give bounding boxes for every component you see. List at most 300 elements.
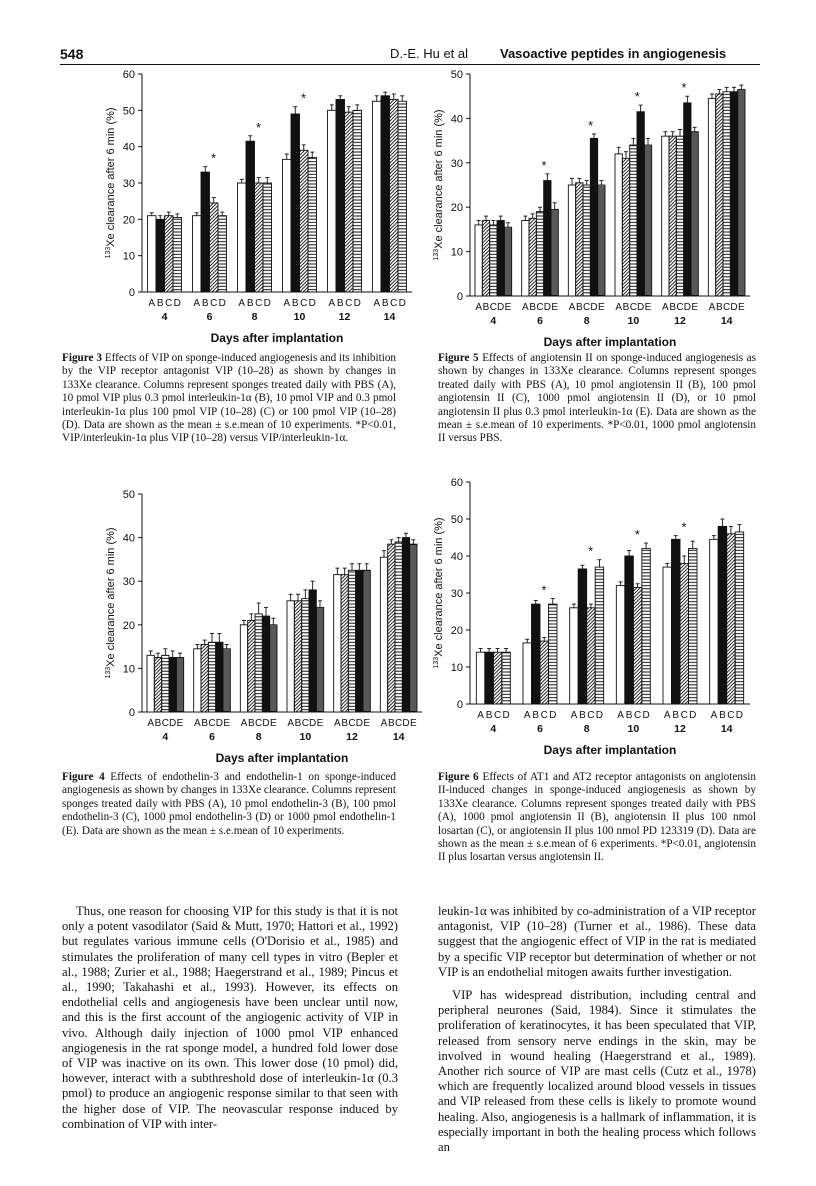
- series-letter-label: A: [661, 302, 669, 313]
- y-tick-label: 0: [128, 707, 135, 719]
- group-label-day-4: 4: [490, 723, 497, 735]
- bar-10-A: [615, 154, 622, 296]
- significance-star: *: [541, 157, 547, 173]
- figure-6-label: Figure 6: [438, 771, 479, 783]
- y-tick-label: 50: [122, 489, 135, 501]
- group-label-day-8: 8: [583, 315, 590, 327]
- bar-4-C: [165, 216, 174, 292]
- bar-10-E: [644, 145, 651, 296]
- group-label-day-8: 8: [255, 731, 262, 743]
- series-letter-label: A: [568, 302, 576, 313]
- x-axis-label: Days after implantation: [210, 331, 344, 345]
- group-label-day-14: 14: [720, 315, 733, 327]
- figure-6: [434, 472, 764, 772]
- y-tick-label: 0: [456, 291, 463, 303]
- series-letter-label: C: [208, 718, 216, 729]
- series-letter-label: A: [240, 718, 248, 729]
- series-letter-label: C: [587, 710, 595, 721]
- series-letter-label: D: [497, 302, 505, 313]
- series-letter-label: B: [341, 718, 349, 729]
- series-letter-label: D: [398, 298, 406, 309]
- figure-5-chart: [434, 64, 764, 354]
- bar-10-B: [622, 158, 629, 296]
- series-letter-label: C: [390, 298, 398, 309]
- bar-14-B: [718, 526, 727, 704]
- series-letter-label: D: [735, 710, 744, 721]
- body-left-column: [62, 904, 398, 1132]
- series-letter-label: E: [176, 718, 184, 729]
- bar-8-D: [263, 183, 272, 292]
- y-tick-label: 10: [450, 246, 463, 259]
- series-letter-label: E: [363, 718, 371, 729]
- x-axis-label: Days after implantation: [215, 751, 349, 765]
- bar-4-C: [493, 652, 501, 704]
- bar-8-A: [240, 625, 247, 712]
- series-letter-label: D: [353, 298, 361, 309]
- bar-14-A: [373, 101, 382, 292]
- bar-4-E: [176, 658, 183, 713]
- series-letter-label: A: [333, 718, 341, 729]
- figure-4-label: Figure 4: [62, 771, 105, 783]
- series-letter-label: B: [669, 302, 677, 313]
- bar-6-B: [532, 604, 541, 704]
- bar-14-B: [388, 544, 395, 712]
- y-tick-label: 10: [122, 663, 135, 676]
- bar-4-C: [162, 655, 169, 712]
- bar-8-E: [598, 185, 605, 296]
- bar-12-C: [348, 570, 355, 712]
- bar-14-D: [398, 101, 407, 292]
- bar-4-A: [476, 652, 485, 704]
- bar-4-B: [482, 221, 489, 296]
- bar-14-C: [395, 542, 402, 712]
- bar-12-A: [662, 136, 669, 296]
- figure-4-caption-text: Effects of endothelin-3 and endothelin-1 on sponge-induced angiogenesis as shown by changes in 133Xe clearance. Columns represent sponges treated daily with PBS (A), 10 pmol endothelin-3 (B), 100 pmol endothelin-3 (C), 1000 pmol endothelin-3 (D) or 1000 pmol endothelin-1 (E). Data are shown as the mean ± s.e.mean of 10 experiments.: [62, 771, 396, 837]
- bar-10-C: [633, 587, 642, 704]
- bar-14-B: [381, 96, 390, 292]
- figure-4: [62, 484, 432, 774]
- series-letter-label: E: [504, 302, 512, 313]
- bar-10-C: [300, 150, 309, 292]
- figure-3-caption: [62, 352, 396, 446]
- series-letter-label: C: [395, 718, 403, 729]
- significance-star: *: [681, 519, 687, 535]
- group-label-day-4: 4: [162, 731, 169, 743]
- series-letter-label: C: [727, 710, 735, 721]
- bar-10-C: [302, 599, 309, 712]
- series-letter-label: A: [663, 710, 671, 721]
- bar-14-A: [380, 557, 387, 712]
- bar-12-B: [669, 136, 676, 296]
- bar-8-C: [587, 608, 596, 704]
- series-letter-label: A: [328, 298, 336, 309]
- series-letter-label: C: [165, 298, 173, 309]
- bar-6-D: [218, 216, 227, 292]
- body-paragraph-1: Thus, one reason for choosing VIP for this study is that it is not only a potent vasodilator (Said & Mutt, 1970; Hattori et al., 1992) but regulates various immune cells (O'Dorisio et al., 1985) and stimulates the proliferation of many cell types in vitro (Bepler et al., 1988; Zurier et al., 1988; Haegerstrand et al., 1989; Pincus et al., 1990; Takahashi et al., 1993). However, its effects on endothelial cells and angiogenesis have been unclear until now, and this is the first account of the angiogenic activity of VIP in vivo. Although daily injection of 1000 pmol VIP enhanced angiogenesis in the rat sponge model, a hundred fold lower dose of VIP was inactive on its own. This lower dose (10 pmol) did, however, interact with a subthreshold dose of interleukin-1α (0.3 pmol) to produce an angiogenic response similar to that seen with the higher dose of VIP. The neovascular response induced by combination of VIP with inter-: [62, 904, 398, 1131]
- series-letter-label: A: [523, 710, 531, 721]
- series-letter-label: A: [708, 302, 716, 313]
- series-letter-label: C: [300, 298, 308, 309]
- group-label-day-6: 6: [537, 723, 543, 735]
- y-tick-label: 30: [450, 588, 463, 600]
- bar-4-B: [485, 652, 494, 704]
- bar-4-D: [502, 652, 511, 704]
- bar-10-D: [637, 112, 644, 296]
- series-letter-label: B: [575, 302, 583, 313]
- series-letter-label: A: [617, 710, 624, 721]
- series-letter-label: D: [215, 718, 223, 729]
- figure-5-caption: [438, 352, 756, 446]
- figure-6-caption: [438, 771, 756, 865]
- group-label-day-4: 4: [490, 315, 497, 327]
- significance-star: *: [300, 90, 307, 106]
- series-letter-label: B: [579, 710, 586, 721]
- header-author: D.-E. Hu et al: [390, 46, 469, 61]
- bar-6-C: [536, 212, 543, 296]
- bar-10-B: [291, 114, 300, 292]
- bar-10-A: [616, 586, 625, 704]
- bar-10-B: [625, 556, 634, 704]
- series-letter-label: A: [287, 718, 295, 729]
- bar-10-D: [308, 158, 317, 292]
- bar-10-D: [309, 590, 316, 712]
- body-paragraph-3: VIP has widespread distribution, including central and peripheral neurones (Said, 1984). Since it stimulates the proliferation of keratinocytes, it has been speculated that VIP, released from sensory nerve endings in the skin, may be involved in wound healing (Haegerstrand et al., 1989). Another rich source of VIP are mast cells (Cutz et al., 1978) which are frequently localized around blood vessels in tissues and VIP released from these cells is likely to promote wound healing. Also, angiogenesis is a hallmark of inflammation, it is especially important in both the healing process which follows an: [438, 988, 756, 1155]
- group-label-day-10: 10: [627, 723, 640, 735]
- bar-12-E: [363, 570, 370, 712]
- bar-8-B: [576, 183, 583, 296]
- bar-6-A: [193, 216, 202, 292]
- bar-4-B: [156, 219, 165, 292]
- significance-star: *: [634, 527, 640, 543]
- bar-12-B: [341, 575, 348, 712]
- bar-12-D: [356, 570, 363, 712]
- y-tick-label: 50: [122, 105, 135, 118]
- series-letter-label: D: [402, 718, 410, 729]
- series-letter-label: C: [255, 298, 263, 309]
- series-letter-label: E: [223, 718, 231, 729]
- bar-12-D: [689, 549, 698, 704]
- group-label-day-12: 12: [346, 731, 358, 743]
- bar-14-A: [708, 98, 715, 296]
- bar-6-B: [529, 218, 536, 296]
- bar-4-E: [504, 227, 511, 296]
- series-letter-label: E: [409, 718, 417, 729]
- y-tick-label: 0: [128, 287, 135, 299]
- group-label-day-14: 14: [383, 311, 396, 323]
- bar-14-D: [730, 92, 737, 296]
- series-letter-label: B: [482, 302, 490, 313]
- bar-6-A: [194, 649, 201, 712]
- bar-4-A: [147, 655, 154, 712]
- series-letter-label: B: [387, 718, 395, 729]
- series-letter-label: B: [622, 302, 630, 313]
- bar-6-C: [208, 642, 215, 712]
- figure-6-caption-text: Effects of AT1 and AT2 receptor antagonists on angiotensin II-induced changes in sponge-induced angiogenesis as shown by 133Xe clearance. Columns represent sponges treated daily with PBS (A), 1000 pmol angiotensin II (B), angiotensin II plus 100 nmol losartan (C), or angiotensin II plus 100 nmol PD 123319 (D). Data are shown as the mean ± s.e.mean of 6 experiments. *P<0.01, angiotensin II plus losartan versus angiotensin II.: [438, 771, 756, 864]
- series-letter-label: C: [489, 302, 497, 313]
- bar-14-A: [710, 539, 719, 704]
- figure-6-chart: [434, 472, 764, 772]
- series-letter-label: B: [672, 710, 680, 721]
- bar-12-C: [680, 563, 689, 704]
- figure-4-caption: [62, 771, 396, 838]
- series-letter-label: B: [291, 298, 299, 309]
- series-letter-label: A: [380, 718, 388, 729]
- series-letter-label: B: [201, 718, 209, 729]
- series-letter-label: E: [737, 302, 745, 313]
- page-number: 548: [60, 46, 84, 62]
- series-letter-label: C: [536, 302, 544, 313]
- series-letter-label: B: [201, 298, 209, 309]
- bar-4-D: [497, 221, 504, 296]
- series-letter-label: A: [373, 298, 381, 309]
- y-tick-label: 10: [450, 662, 463, 674]
- significance-star: *: [681, 80, 687, 96]
- bar-6-D: [544, 181, 551, 296]
- bar-8-D: [590, 138, 597, 296]
- bar-8-E: [270, 625, 277, 712]
- series-letter-label: D: [502, 710, 510, 721]
- bar-6-A: [523, 643, 532, 704]
- bar-6-D: [216, 642, 223, 712]
- bar-14-D: [735, 532, 744, 704]
- bar-10-A: [283, 159, 292, 292]
- series-letter-label: B: [336, 298, 344, 309]
- series-letter-label: B: [381, 298, 389, 309]
- bar-6-B: [201, 172, 210, 292]
- series-letter-label: D: [263, 298, 271, 309]
- bar-14-C: [723, 92, 730, 296]
- series-letter-label: B: [625, 710, 633, 721]
- bar-6-E: [223, 649, 230, 712]
- bar-12-C: [345, 112, 354, 292]
- group-label-day-8: 8: [583, 723, 590, 735]
- series-letter-label: D: [262, 718, 270, 729]
- y-axis-label: $^{133}$Xe clearance after 6 min (%): [105, 527, 117, 679]
- bar-6-D: [549, 604, 558, 704]
- series-letter-label: C: [723, 302, 731, 313]
- series-letter-label: E: [316, 718, 324, 729]
- series-letter-label: B: [154, 718, 162, 729]
- series-letter-label: E: [691, 302, 699, 313]
- bar-12-B: [672, 539, 681, 704]
- y-tick-label: 10: [122, 250, 135, 263]
- bar-8-D: [262, 616, 269, 712]
- body-right-column: [438, 904, 756, 1155]
- header-title: Vasoactive peptides in angiogenesis: [500, 46, 727, 61]
- bar-10-E: [316, 607, 323, 712]
- bar-12-D: [353, 110, 362, 292]
- group-label-day-6: 6: [537, 315, 543, 327]
- y-tick-label: 60: [450, 477, 463, 489]
- series-letter-label: C: [345, 298, 353, 309]
- bar-8-B: [578, 569, 587, 704]
- series-letter-label: A: [148, 298, 156, 309]
- y-axis-label: $^{133}$Xe clearance after 6 min (%): [433, 517, 445, 669]
- series-letter-label: C: [633, 710, 642, 721]
- bar-14-C: [390, 99, 399, 292]
- bar-8-C: [255, 614, 262, 712]
- bar-12-A: [334, 575, 341, 712]
- series-letter-label: D: [683, 302, 691, 313]
- series-letter-label: A: [521, 302, 529, 313]
- series-letter-label: D: [543, 302, 551, 313]
- significance-star: *: [634, 89, 640, 105]
- figure-5-caption-text: Effects of angiotensin II on sponge-induced angiogenesis as shown by changes in 133Xe clearance. Columns represent sponges treated daily with PBS (A), 10 pmol angiotensin II (B), 100 pmol angiotensin II (C), 1000 pmol angiotensin II (D), or 10 pmol angiotensin II plus 0.3 pmol interleukin-1α (E). Data are shown as the mean ± s.e.mean of 10 experiments. *P<0.01, 1000 pmol angiotensin II versus PBS.: [438, 352, 756, 445]
- figure-3-chart: [62, 64, 432, 354]
- group-label-day-6: 6: [206, 311, 213, 323]
- series-letter-label: D: [173, 298, 181, 309]
- group-label-day-10: 10: [627, 315, 640, 327]
- bar-4-A: [475, 225, 482, 296]
- series-letter-label: D: [308, 298, 316, 309]
- running-header: [60, 40, 760, 64]
- y-tick-label: 40: [122, 141, 135, 154]
- group-label-day-4: 4: [161, 311, 168, 323]
- group-label-day-8: 8: [251, 311, 258, 323]
- series-letter-label: A: [193, 298, 201, 309]
- x-axis-label: Days after implantation: [543, 743, 677, 757]
- series-letter-label: D: [309, 718, 317, 729]
- y-tick-label: 50: [450, 514, 463, 526]
- bar-10-A: [287, 601, 294, 712]
- bar-8-A: [570, 608, 579, 704]
- group-label-day-12: 12: [674, 315, 686, 327]
- series-letter-label: C: [629, 302, 637, 313]
- bar-12-A: [663, 567, 672, 704]
- bar-6-B: [201, 644, 208, 712]
- series-letter-label: D: [689, 710, 697, 721]
- bar-6-C: [210, 203, 219, 292]
- y-tick-label: 40: [450, 113, 463, 126]
- bar-14-D: [402, 538, 409, 712]
- significance-star: *: [541, 582, 547, 598]
- bar-4-D: [173, 218, 182, 292]
- series-letter-label: B: [529, 302, 537, 313]
- y-tick-label: 40: [450, 551, 463, 563]
- y-tick-label: 30: [122, 178, 135, 190]
- figure-3-caption-text: Effects of VIP on sponge-induced angiogenesis and its inhibition by the VIP receptor antagonist VIP (10–28) as shown by changes in 133Xe clearance. Columns represent sponges treated daily with PBS (A), 10 pmol VIP plus 0.3 pmol interleukin-1α (B), 10 pmol VIP and 0.3 pmol interleukin-1α plus 100 pmol VIP (10–28) (C) or 100 pmol VIP (10–28) (D). Data are shown as the mean ± s.e.mean of 10 experiments. *P<0.01, VIP/interleukin-1α plus VIP (10–28) versus VIP/interleukin-1α.: [62, 352, 397, 445]
- bar-14-B: [716, 94, 723, 296]
- significance-star: *: [588, 543, 594, 559]
- series-letter-label: C: [680, 710, 688, 721]
- series-letter-label: A: [283, 298, 291, 309]
- series-letter-label: D: [590, 302, 598, 313]
- bar-10-D: [642, 549, 651, 704]
- series-letter-label: C: [161, 718, 169, 729]
- group-label-day-10: 10: [299, 731, 312, 743]
- y-tick-label: 40: [122, 532, 135, 545]
- significance-star: *: [210, 150, 217, 166]
- bar-14-C: [727, 534, 736, 704]
- series-letter-label: C: [583, 302, 591, 313]
- series-letter-label: D: [218, 298, 226, 309]
- bar-6-A: [522, 221, 529, 296]
- series-letter-label: A: [147, 718, 155, 729]
- bar-4-C: [490, 225, 497, 296]
- series-letter-label: B: [156, 298, 164, 309]
- bar-6-E: [551, 209, 558, 296]
- bar-12-D: [684, 103, 691, 296]
- bar-8-D: [595, 567, 604, 704]
- y-axis-label: $^{133}$Xe clearance after 6 min (%): [105, 107, 117, 259]
- series-letter-label: C: [493, 710, 502, 721]
- bar-10-C: [630, 145, 637, 296]
- series-letter-label: B: [719, 710, 726, 721]
- group-label-day-12: 12: [338, 311, 351, 323]
- group-label-day-12: 12: [674, 723, 686, 735]
- series-letter-label: C: [301, 718, 309, 729]
- y-tick-label: 30: [450, 157, 463, 170]
- bar-8-C: [583, 185, 590, 296]
- series-letter-label: D: [549, 710, 557, 721]
- series-letter-label: A: [477, 710, 484, 721]
- bar-14-E: [738, 90, 745, 296]
- y-axis-label: $^{133}$Xe clearance after 6 min (%): [433, 109, 445, 261]
- series-letter-label: D: [595, 710, 604, 721]
- series-letter-label: C: [676, 302, 684, 313]
- series-letter-label: A: [570, 710, 578, 721]
- bar-8-B: [248, 620, 255, 712]
- series-letter-label: B: [246, 298, 254, 309]
- y-tick-label: 30: [122, 576, 135, 589]
- series-letter-label: D: [355, 718, 363, 729]
- series-letter-label: D: [642, 710, 650, 721]
- bar-4-B: [154, 658, 161, 713]
- series-letter-label: B: [485, 710, 493, 721]
- group-label-day-14: 14: [392, 731, 405, 743]
- figure-3: [62, 64, 432, 354]
- bar-8-A: [568, 185, 575, 296]
- series-letter-label: B: [294, 718, 302, 729]
- bar-10-B: [294, 601, 301, 712]
- bar-8-A: [238, 183, 247, 292]
- series-letter-label: E: [644, 302, 652, 313]
- y-tick-label: 20: [122, 619, 135, 632]
- series-letter-label: A: [710, 710, 718, 721]
- y-tick-label: 0: [456, 699, 463, 711]
- series-letter-label: C: [348, 718, 356, 729]
- series-letter-label: C: [540, 710, 548, 721]
- y-tick-label: 20: [450, 625, 463, 637]
- series-letter-label: C: [210, 298, 218, 309]
- series-letter-label: A: [475, 302, 483, 313]
- series-letter-label: C: [255, 718, 263, 729]
- figure-5-label: Figure 5: [438, 352, 479, 364]
- bar-12-A: [328, 110, 337, 292]
- series-letter-label: E: [551, 302, 559, 313]
- y-tick-label: 20: [122, 214, 135, 227]
- series-letter-label: B: [247, 718, 255, 729]
- bar-8-B: [246, 141, 255, 292]
- series-letter-label: E: [597, 302, 605, 313]
- figure-4-chart: [62, 484, 432, 774]
- group-label-day-14: 14: [720, 723, 733, 735]
- group-label-day-10: 10: [293, 311, 306, 323]
- series-letter-label: D: [637, 302, 645, 313]
- significance-star: *: [255, 119, 262, 135]
- bar-8-C: [255, 183, 264, 292]
- y-tick-label: 20: [450, 202, 463, 215]
- body-paragraph-2: leukin-1α was inhibited by co-administration of a VIP receptor antagonist, VIP (10–28) (Turner et al., 1986). These data suggest that the angiogenic effect of VIP in the rat is mediated by a specific VIP receptor but determination of whether or not VIP is an endothelial mitogen awaits further investigation.: [438, 904, 756, 979]
- group-label-day-6: 6: [209, 731, 215, 743]
- bar-6-C: [540, 641, 549, 704]
- series-letter-label: A: [615, 302, 623, 313]
- series-letter-label: D: [169, 718, 177, 729]
- series-letter-label: D: [730, 302, 738, 313]
- series-letter-label: A: [238, 298, 246, 309]
- bar-4-D: [169, 658, 176, 713]
- bar-4-A: [148, 216, 157, 292]
